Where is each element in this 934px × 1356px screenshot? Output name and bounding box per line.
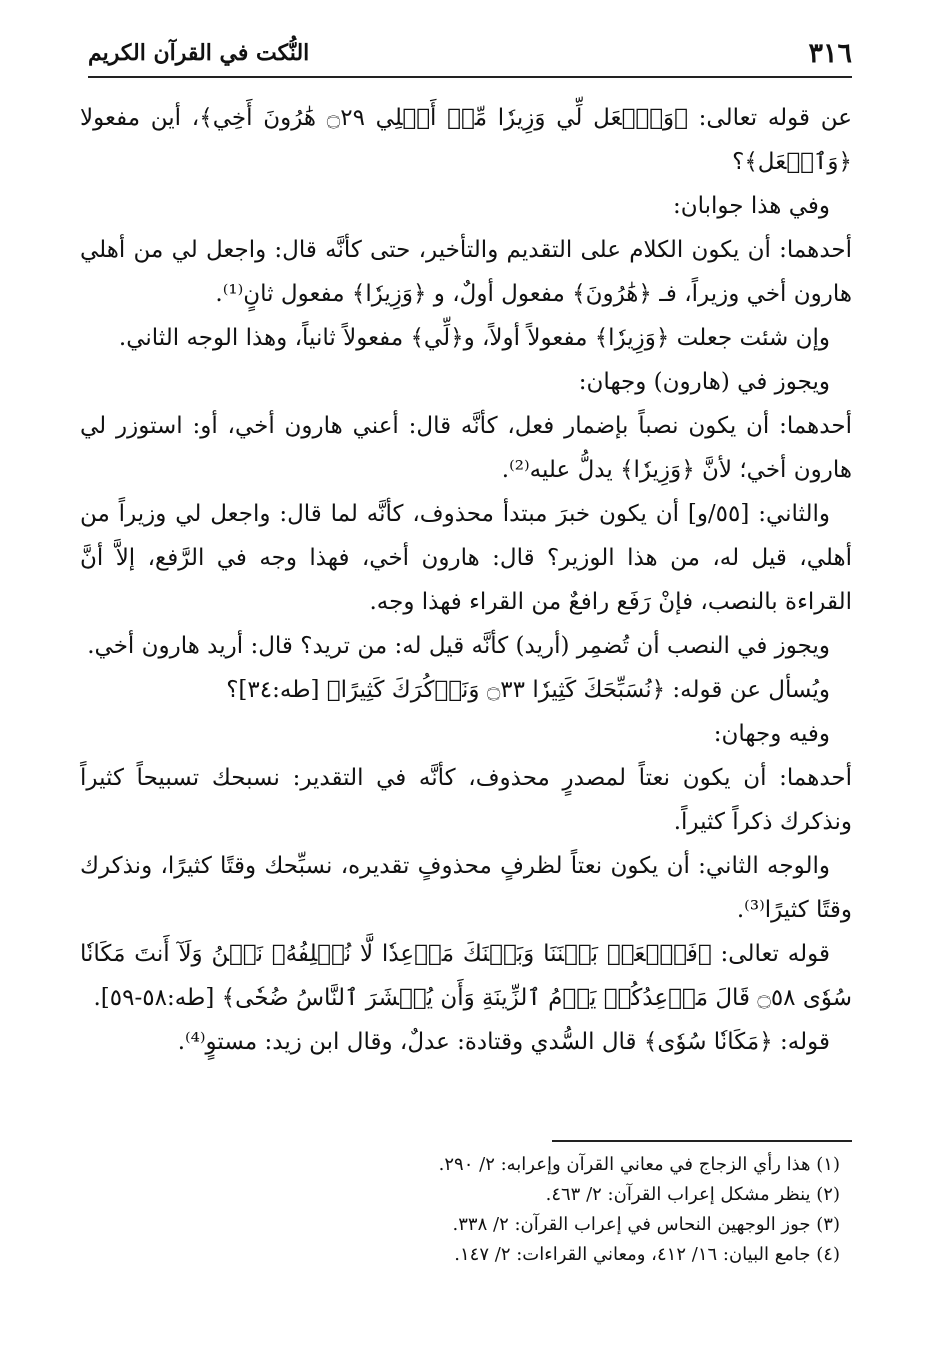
main-text [80,96,852,1064]
footnote: (٤) جامع البيان: ١٦/ ٤١٢، ومعاني القراءات: ٢/ ١٤٧. [454,1244,840,1265]
paragraph: والثاني: [٥٥/و] أن يكون خبرَ مبتدأ محذوف، كأنَّه لما قال: واجعل لي وزيراً من أهلي، قيل له، من هذا الوزير؟ قال: هارون أخي، فهذا وجه في الرَّفع، إلاَّ أنَّ القراءة بالنصب، فإنْ رَفَع رافعٌ من القراء فهذا وجه. [80,501,852,615]
footnote: (٢) ينظر مشكل إعراب القرآن: ٢/ ٤٦٣. [545,1184,840,1205]
paragraph: أحدهما: أن يكون نعتاً لمصدرٍ محذوف، كأنَّه في التقدير: نسبحك تسبيحاً كثيراً ونذكرك ذكراً كثيراً. [80,765,852,835]
paragraph: ويجوز في (هارون) وجهان: [578,369,830,395]
running-title: النُّكت في القرآن الكريم [88,40,310,66]
page-header [88,30,852,78]
footnotes [80,1140,852,1270]
paragraph: قوله: ﴿مَكَانٗا سُوٗى﴾ قال السُّدي وقتادة: عدلٌ، وقال ابن زيد: مستوٍ⁽⁴⁾. [177,1029,830,1055]
paragraph: وإن شئت جعلت ﴿وَزِيرٗا﴾ مفعولاً أولاً، و﴿لِّي﴾ مفعولاً ثانياً، وهذا الوجه الثاني. [118,325,830,351]
paragraph: وفي هذا جوابان: [672,193,830,219]
footnote: (١) هذا رأي الزجاج في معاني القرآن وإعرابه: ٢/ ٢٩٠. [438,1154,840,1175]
paragraph: أحدهما: أن يكون نصباً بإضمار فعل، كأنَّه قال: أعني هارون أخي، أو: استوزر لي هارون أخي؛ لأنَّ ﴿وَزِيرٗا﴾ يدلُّ عليه⁽²⁾. [80,413,852,483]
paragraph: عن قوله تعالى: ﴿وَٱجۡعَل لِّي وَزِيرٗا مِّنۡ أَهۡلِي ۝٢٩ هَٰرُونَ أَخِي﴾، أين مفعولا ﴿وَٱجۡعَل﴾؟ [80,105,852,175]
paragraph: والوجه الثاني: أن يكون نعتاً لظرفٍ محذوفٍ تقديره، نسبِّحك وقتًا كثيرًا، ونذكرك وقتًا كثيرًا⁽³⁾. [80,853,852,923]
paragraph: قوله تعالى: ﴿فَٱجۡعَلۡ بَيۡنَنَا وَبَيۡنَكَ مَوۡعِدٗا لَّا نُخۡلِفُهُۥ نَحۡنُ وَلَآ أَنتَ مَكَانٗا سُوٗى ۝٥٨ قَالَ مَوۡعِدُكُمۡ يَوۡمُ ٱلزِّينَةِ وَأَن يُحۡشَرَ ٱلنَّاسُ ضُحٗى﴾ [طه:٥٨-٥٩]. [80,941,852,1011]
page-number: ٣١٦ [808,37,852,69]
footnote-separator [552,1140,852,1142]
footnote: (٣) جوز الوجهين النحاس في إعراب القرآن: ٢/ ٣٣٨. [452,1214,840,1235]
paragraph: أحدهما: أن يكون الكلام على التقديم والتأخير، حتى كأنَّه قال: واجعل لي من أهلي هارون أخي وزيراً، فـ ﴿هَٰرُونَ﴾ مفعول أولٌ، و ﴿وَزِيرٗا﴾ مفعول ثانٍ⁽¹⁾. [80,237,852,307]
paragraph: ويجوز في النصب أن تُضمِر (أريد) كأنَّه قيل له: من تريد؟ قال: أريد هارون أخي. [87,633,830,659]
paragraph: وفيه وجهان: [713,721,830,747]
paragraph: ويُسأل عن قوله: ﴿نُسَبِّحَكَ كَثِيرٗا ۝٣٣ وَنَذۡكُرَكَ كَثِيرًا﴾ [طه:٣٤]؟ [226,677,830,703]
